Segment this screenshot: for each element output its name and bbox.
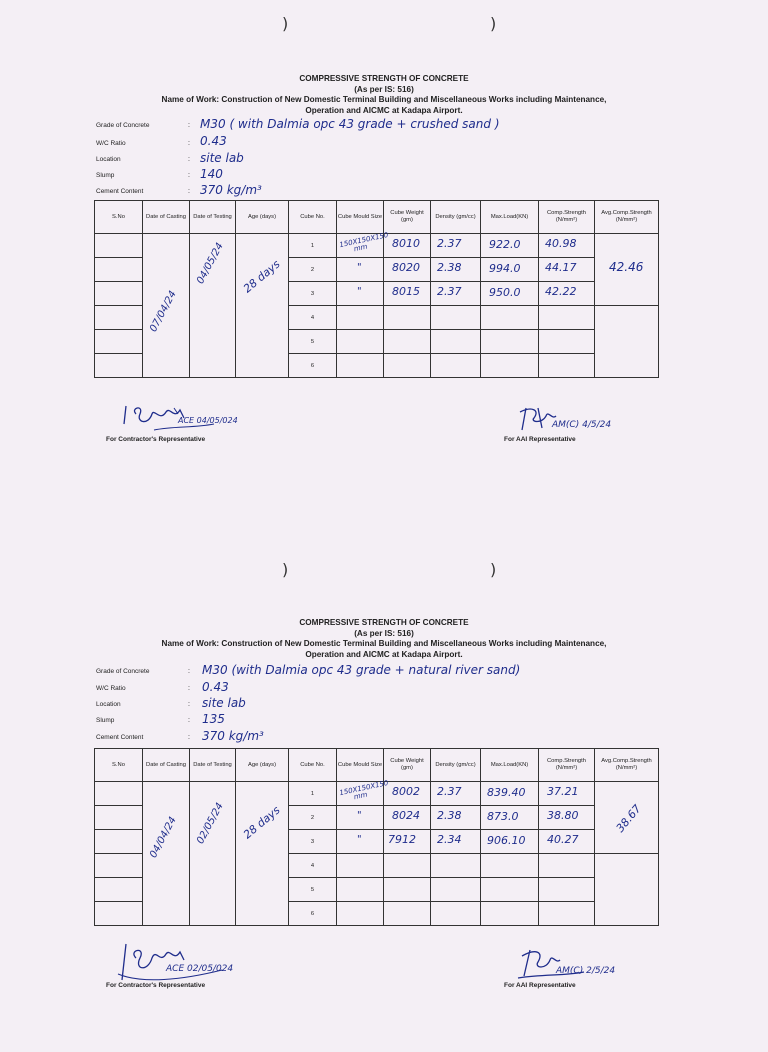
sno-cell <box>95 830 143 854</box>
column-header: Cube Weight (gm) <box>384 749 431 782</box>
aai-signature <box>514 944 594 984</box>
cube-weight: 8002 <box>392 785 420 798</box>
colon: : <box>188 717 190 724</box>
column-header: Cube Weight (gm) <box>384 201 431 234</box>
cube-number: 1 <box>289 782 337 806</box>
colon: : <box>188 734 190 741</box>
mould-size-cell <box>337 830 384 854</box>
weight-cell <box>384 854 431 878</box>
cement-content-label: Cement Content <box>96 188 144 195</box>
column-header: Age (days) <box>236 749 289 782</box>
density-cell <box>431 258 481 282</box>
grade-value: M30 (with Dalmia opc 43 grade + natural river sand) <box>202 663 521 677</box>
contractor-signature <box>112 940 242 986</box>
density-cell <box>431 806 481 830</box>
punch-hole-mark: ) <box>490 14 497 33</box>
density-cell <box>431 234 481 258</box>
location-value: site lab <box>200 151 244 165</box>
strength-cell <box>539 306 595 330</box>
strength-cell <box>539 354 595 378</box>
load-cell <box>481 830 539 854</box>
strength-cell <box>539 878 595 902</box>
cube-number: 5 <box>289 878 337 902</box>
cement-content-value: 370 kg/m³ <box>202 729 264 743</box>
cube-number: 5 <box>289 330 337 354</box>
mould-size-cell <box>337 282 384 306</box>
table-header-row <box>95 201 659 234</box>
weight-cell <box>384 258 431 282</box>
colon: : <box>188 188 190 195</box>
table-header-row <box>95 749 659 782</box>
cube-number: 4 <box>289 306 337 330</box>
name-of-work-continued: Operation and AICMC at Kadapa Airport. <box>305 105 463 115</box>
weight-cell <box>384 234 431 258</box>
aai-signature-note: AM(C) 4/5/24 <box>552 420 612 430</box>
column-header: Max.Load(KN) <box>481 749 539 782</box>
contractor-representative-label: For Contractor's Representative <box>106 436 206 443</box>
mould-size-cell <box>337 854 384 878</box>
weight-cell <box>384 806 431 830</box>
density: 2.34 <box>437 833 462 846</box>
results-table <box>94 748 659 926</box>
aai-representative-label: For AAI Representative <box>504 436 576 443</box>
colon: : <box>188 156 190 163</box>
column-header: Density (gm/cc) <box>431 749 481 782</box>
column-header: Avg.Comp.Strength (N/mm²) <box>595 201 659 234</box>
cube-number: 2 <box>289 258 337 282</box>
punch-hole-mark: ) <box>282 560 289 579</box>
table-row <box>95 234 659 258</box>
density-cell <box>431 330 481 354</box>
column-header: Max.Load(KN) <box>481 201 539 234</box>
punch-hole-mark: ) <box>282 14 289 33</box>
weight-cell <box>384 282 431 306</box>
testing-date: 04/05/24 <box>195 241 226 286</box>
load-cell <box>481 878 539 902</box>
colon: : <box>188 140 190 147</box>
cube-weight: 8020 <box>392 261 420 274</box>
avg-strength-cell <box>595 234 659 306</box>
wc-ratio-value: 0.43 <box>202 680 229 694</box>
max-load: 873.0 <box>487 810 519 823</box>
load-cell <box>481 902 539 926</box>
colon: : <box>188 685 190 692</box>
age-value: 28 days <box>240 803 283 842</box>
mould-size-cell <box>337 806 384 830</box>
cube-weight: 7912 <box>388 833 416 846</box>
strength-cell <box>539 902 595 926</box>
comp-strength: 38.80 <box>547 809 579 822</box>
strength-cell <box>539 782 595 806</box>
cube-weight: 8015 <box>392 285 420 298</box>
weight-cell <box>384 902 431 926</box>
cube-number: 4 <box>289 854 337 878</box>
sno-cell <box>95 258 143 282</box>
load-cell <box>481 330 539 354</box>
test-report-sheet <box>0 540 768 1052</box>
strength-cell <box>539 282 595 306</box>
report-title: COMPRESSIVE STRENGTH OF CONCRETE <box>299 74 469 83</box>
avg-strength-cell <box>595 306 659 378</box>
age-cell <box>236 782 289 926</box>
name-of-work-continued: Operation and AICMC at Kadapa Airport. <box>305 649 463 659</box>
column-header: S.No <box>95 749 143 782</box>
colon: : <box>188 122 190 129</box>
strength-cell <box>539 330 595 354</box>
max-load: 922.0 <box>489 238 521 251</box>
comp-strength: 40.98 <box>545 237 577 250</box>
slump-label: Slump <box>96 172 115 179</box>
density-cell <box>431 878 481 902</box>
sno-cell <box>95 782 143 806</box>
cube-weight: 8010 <box>392 237 420 250</box>
density-cell <box>431 830 481 854</box>
ditto-mark: " <box>357 262 362 273</box>
table-row <box>95 782 659 806</box>
slump-value: 135 <box>202 712 225 726</box>
column-header: Density (gm/cc) <box>431 201 481 234</box>
column-header: Date of Casting <box>143 749 190 782</box>
sno-cell <box>95 854 143 878</box>
column-header: Comp.Strength (N/mm²) <box>539 749 595 782</box>
report-header <box>0 74 768 116</box>
strength-cell <box>539 234 595 258</box>
column-header: Cube No. <box>289 749 337 782</box>
age-value: 28 days <box>240 257 283 296</box>
column-header: Date of Testing <box>190 749 236 782</box>
column-header: Comp.Strength (N/mm²) <box>539 201 595 234</box>
max-load: 839.40 <box>487 786 526 799</box>
slump-label: Slump <box>96 717 115 724</box>
load-cell <box>481 806 539 830</box>
weight-cell <box>384 830 431 854</box>
avg-strength-cell <box>595 854 659 926</box>
mould-size-cell <box>337 878 384 902</box>
grade-label: Grade of Concrete <box>96 668 150 675</box>
grade-value: M30 ( with Dalmia opc 43 grade + crushed sand ) <box>200 117 500 131</box>
sno-cell <box>95 282 143 306</box>
cube-number: 2 <box>289 806 337 830</box>
comp-strength: 37.21 <box>547 785 579 798</box>
testing-date-cell <box>190 234 236 378</box>
density: 2.37 <box>437 237 462 250</box>
cube-number: 6 <box>289 902 337 926</box>
casting-date: 07/04/24 <box>148 289 179 334</box>
report-header <box>0 618 768 660</box>
name-of-work: Name of Work: Construction of New Domestic Terminal Building and Miscellaneous Works including Maintenance, <box>161 95 607 104</box>
comp-strength: 40.27 <box>547 833 579 846</box>
avg-strength-cell <box>595 782 659 854</box>
ditto-mark: " <box>357 810 362 821</box>
density-cell <box>431 354 481 378</box>
cube-number: 3 <box>289 830 337 854</box>
age-cell <box>236 234 289 378</box>
report-standard: (As per IS: 516) <box>354 628 414 638</box>
weight-cell <box>384 878 431 902</box>
cube-number: 6 <box>289 354 337 378</box>
column-header: Avg.Comp.Strength (N/mm²) <box>595 749 659 782</box>
aai-representative-label: For AAI Representative <box>504 982 576 989</box>
density-cell <box>431 902 481 926</box>
mould-size: 150X150X150 mm <box>338 231 390 254</box>
casting-date-cell <box>143 782 190 926</box>
cube-weight: 8024 <box>392 809 420 822</box>
load-cell <box>481 854 539 878</box>
sno-cell <box>95 902 143 926</box>
strength-cell <box>539 854 595 878</box>
mould-size-cell <box>337 354 384 378</box>
density: 2.37 <box>437 785 462 798</box>
sno-cell <box>95 354 143 378</box>
punch-hole-mark: ) <box>490 560 497 579</box>
ditto-mark: " <box>357 286 362 297</box>
column-header: S.No <box>95 201 143 234</box>
avg-comp-strength: 42.46 <box>609 260 644 274</box>
load-cell <box>481 782 539 806</box>
sno-cell <box>95 806 143 830</box>
max-load: 994.0 <box>489 262 521 275</box>
column-header: Date of Testing <box>190 201 236 234</box>
weight-cell <box>384 330 431 354</box>
mould-size-cell <box>337 231 390 258</box>
casting-date: 04/04/24 <box>148 815 179 860</box>
wc-ratio-value: 0.43 <box>200 134 227 148</box>
column-header: Age (days) <box>236 201 289 234</box>
grade-label: Grade of Concrete <box>96 122 150 129</box>
column-header: Cube Mould Size <box>337 201 384 234</box>
comp-strength: 44.17 <box>545 261 577 274</box>
weight-cell <box>384 306 431 330</box>
load-cell <box>481 258 539 282</box>
sno-cell <box>95 878 143 902</box>
density: 2.38 <box>437 261 462 274</box>
load-cell <box>481 306 539 330</box>
density: 2.38 <box>437 809 462 822</box>
mould-size-cell <box>337 779 390 806</box>
contractor-representative-label: For Contractor's Representative <box>106 982 206 989</box>
load-cell <box>481 282 539 306</box>
location-label: Location <box>96 701 121 708</box>
report-title: COMPRESSIVE STRENGTH OF CONCRETE <box>299 618 469 627</box>
sno-cell <box>95 330 143 354</box>
sno-cell <box>95 306 143 330</box>
max-load: 906.10 <box>487 834 526 847</box>
mould-size-cell <box>337 902 384 926</box>
testing-date-cell <box>190 782 236 926</box>
cube-number: 3 <box>289 282 337 306</box>
colon: : <box>188 668 190 675</box>
ditto-mark: " <box>357 834 362 845</box>
cube-number: 1 <box>289 234 337 258</box>
location-value: site lab <box>202 696 246 710</box>
column-header: Cube No. <box>289 201 337 234</box>
testing-date: 02/05/24 <box>195 801 226 846</box>
location-label: Location <box>96 156 121 163</box>
cement-content-label: Cement Content <box>96 734 144 741</box>
name-of-work: Name of Work: Construction of New Domestic Terminal Building and Miscellaneous Works including Maintenance, <box>161 639 607 648</box>
report-standard: (As per IS: 516) <box>354 84 414 94</box>
column-header: Cube Mould Size <box>337 749 384 782</box>
density-cell <box>431 282 481 306</box>
colon: : <box>188 701 190 708</box>
wc-ratio-label: W/C Ratio <box>96 685 126 692</box>
aai-signature-note: AM(C) 2/5/24 <box>556 966 616 976</box>
mould-size-cell <box>337 306 384 330</box>
cement-content-value: 370 kg/m³ <box>200 183 262 197</box>
mould-size-cell <box>337 258 384 282</box>
max-load: 950.0 <box>489 286 521 299</box>
mould-size-cell <box>337 330 384 354</box>
strength-cell <box>539 258 595 282</box>
load-cell <box>481 234 539 258</box>
density-cell <box>431 306 481 330</box>
avg-comp-strength: 38.67 <box>613 802 644 835</box>
strength-cell <box>539 806 595 830</box>
weight-cell <box>384 354 431 378</box>
comp-strength: 42.22 <box>545 285 577 298</box>
casting-date-cell <box>143 234 190 378</box>
weight-cell <box>384 782 431 806</box>
colon: : <box>188 172 190 179</box>
load-cell <box>481 354 539 378</box>
contractor-signature-note: ACE 02/05/024 <box>166 964 234 974</box>
results-table <box>94 200 659 378</box>
wc-ratio-label: W/C Ratio <box>96 140 126 147</box>
test-report-sheet <box>0 0 768 512</box>
strength-cell <box>539 830 595 854</box>
contractor-signature-note: ACE 04/05/024 <box>178 416 238 425</box>
mould-size: 150X150X150 mm <box>338 779 390 802</box>
sno-cell <box>95 234 143 258</box>
density-cell <box>431 854 481 878</box>
slump-value: 140 <box>200 167 223 181</box>
density: 2.37 <box>437 285 462 298</box>
density-cell <box>431 782 481 806</box>
column-header: Date of Casting <box>143 201 190 234</box>
